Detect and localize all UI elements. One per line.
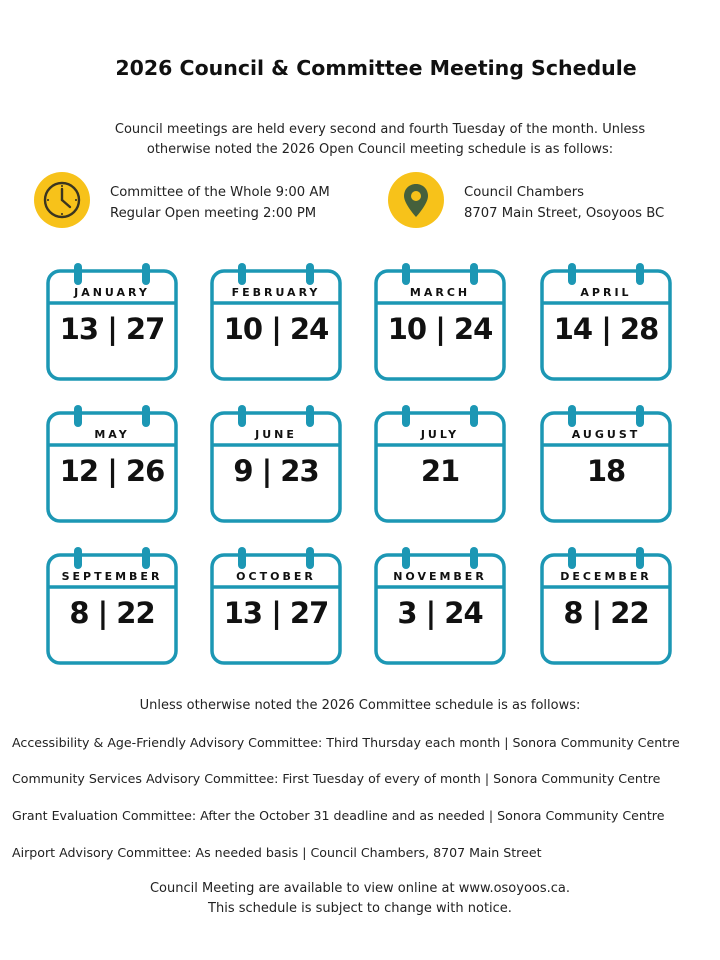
calendar-june xyxy=(210,404,342,524)
calendar-january xyxy=(46,262,178,382)
calendar-october xyxy=(210,546,342,666)
meeting-dates: 13 | 27 xyxy=(59,312,165,346)
calendar-march xyxy=(374,262,506,382)
meeting-times xyxy=(34,172,354,236)
times-line-2: Regular Open meeting 2:00 PM xyxy=(110,206,317,221)
calendar-december xyxy=(540,546,672,666)
location-pin-icon xyxy=(388,172,444,228)
committee-airport: Airport Advisory Committee: As needed basis | Council Chambers, 8707 Main Street xyxy=(12,845,542,860)
meeting-dates: 8 | 22 xyxy=(69,596,155,630)
intro-text xyxy=(70,120,690,160)
calendar-may xyxy=(46,404,178,524)
month-name: NOVEMBER xyxy=(393,570,487,583)
meeting-dates: 14 | 28 xyxy=(553,312,659,346)
meeting-dates: 21 xyxy=(420,454,460,488)
committee-schedule-heading: Unless otherwise noted the 2026 Committee schedule is as follows: xyxy=(139,698,581,713)
calendar-november xyxy=(374,546,506,666)
month-name: AUGUST xyxy=(571,428,641,441)
footer-line-2: This schedule is subject to change with notice. xyxy=(208,901,512,916)
calendar-february xyxy=(210,262,342,382)
location-line-2: 8707 Main Street, Osoyoos BC xyxy=(464,206,665,221)
calendar-july xyxy=(374,404,506,524)
month-name: OCTOBER xyxy=(236,570,316,583)
committee-accessibility: Accessibility & Age-Friendly Advisory Committee: Third Thursday each month | Sonora Community Centre xyxy=(12,735,680,750)
meeting-dates: 10 | 24 xyxy=(387,312,493,346)
month-name: MARCH xyxy=(409,286,471,299)
meeting-dates: 8 | 22 xyxy=(563,596,649,630)
meeting-dates: 9 | 23 xyxy=(233,454,319,488)
month-name: FEBRUARY xyxy=(231,286,321,299)
committee-community-services: Community Services Advisory Committee: First Tuesday of every of month | Sonora Community Centre xyxy=(12,771,661,786)
calendar-september xyxy=(46,546,178,666)
intro-line-1: Council meetings are held every second and fourth Tuesday of the month. Unless xyxy=(114,122,646,137)
meeting-dates: 12 | 26 xyxy=(59,454,165,488)
committee-grant-evaluation: Grant Evaluation Committee: After the October 31 deadline and as needed | Sonora Community Centre xyxy=(12,808,665,823)
page-title: 2026 Council & Committee Meeting Schedule xyxy=(115,56,637,80)
meeting-dates: 18 xyxy=(586,454,626,488)
calendar-april xyxy=(540,262,672,382)
clock-icon xyxy=(34,172,90,228)
month-name: MAY xyxy=(94,428,130,441)
month-name: JULY xyxy=(420,428,460,441)
calendar-august xyxy=(540,404,672,524)
meeting-location xyxy=(388,172,708,236)
times-line-1: Committee of the Whole 9:00 AM xyxy=(110,185,330,200)
month-name: SEPTEMBER xyxy=(61,570,163,583)
footer-line-1: Council Meeting are available to view online at www.osoyoos.ca. xyxy=(149,881,571,896)
meeting-dates: 3 | 24 xyxy=(397,596,483,630)
month-name: APRIL xyxy=(580,286,632,299)
month-name: JANUARY xyxy=(74,286,150,299)
location-line-1: Council Chambers xyxy=(464,185,585,200)
meeting-dates: 10 | 24 xyxy=(223,312,329,346)
meeting-dates: 13 | 27 xyxy=(223,596,329,630)
month-name: DECEMBER xyxy=(560,570,652,583)
footer-note xyxy=(0,879,720,919)
month-name: JUNE xyxy=(255,428,297,441)
intro-line-2: otherwise noted the 2026 Open Council meeting schedule is as follows: xyxy=(146,142,614,157)
